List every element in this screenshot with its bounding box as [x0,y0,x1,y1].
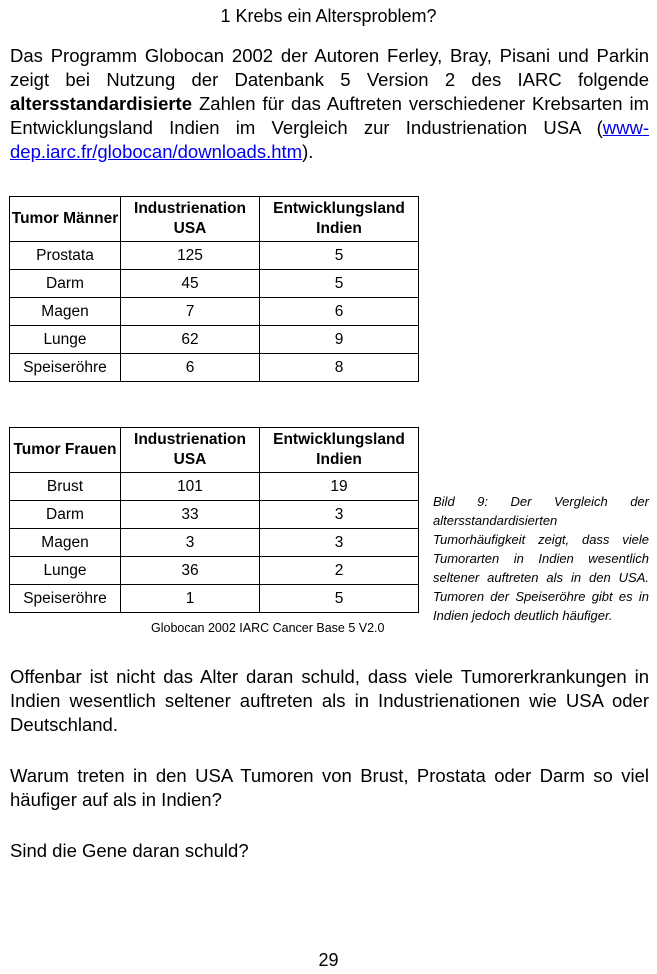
cell-india: 5 [260,270,419,298]
table-source-note: Globocan 2002 IARC Cancer Base 5 V2.0 [151,621,385,635]
table-row [10,557,419,585]
intro-text-2: Zahlen für das Auftreten verschiedener Krebsarten im Entwicklungsland Indien im Vergleich zur Industrienation USA ( [10,93,649,138]
cell-tumor: Magen [10,529,121,557]
cell-usa: 45 [121,270,260,298]
header-usa: Industrienation USA [121,428,260,473]
cell-tumor: Darm [10,501,121,529]
intro-paragraph [10,44,649,164]
intro-bold-term: altersstandardisierte [10,93,193,114]
table-row [10,585,419,613]
cell-usa: 1 [121,585,260,613]
body-paragraph: Offenbar ist nicht das Alter daran schuld, dass viele Tumorerkrankungen in Indien wesentlich seltener auftreten als in Industrienationen wie USA oder Deutschland. [10,666,649,735]
table-row [10,326,419,354]
header-tumor: Tumor Frauen [10,428,121,473]
table-row [10,298,419,326]
intro-text: Das Programm Globocan 2002 der Autoren Ferley, Bray, Pisani und Parkin zeigt bei Nutzung der Datenbank 5 Version 2 des IARC folgende [10,45,649,90]
cell-usa: 7 [121,298,260,326]
cell-tumor: Prostata [10,242,121,270]
table-header-row [10,197,419,242]
cell-india: 19 [260,473,419,501]
table-row [10,529,419,557]
intro-end: ). [302,141,314,162]
cell-india: 8 [260,354,419,382]
body-paragraph: Warum treten in den USA Tumoren von Brust, Prostata oder Darm so viel häufiger auf als in Indien? [10,765,649,810]
figure-caption: Bild 9: Der Vergleich der altersstandardisierten Tumorhäufigkeit zeigt, dass viele Tumorarten in Indien wesentlich seltener auftreten als in den USA. Tumoren der Speiseröhre gibt es in Indien jedoch deutlich häufiger. [433,494,649,623]
cell-india: 6 [260,298,419,326]
globocan-link[interactable]: www-dep.iarc.fr/globocan/downloads.htm [10,117,649,162]
cell-tumor: Lunge [10,326,121,354]
cell-tumor: Darm [10,270,121,298]
cell-tumor: Speiseröhre [10,354,121,382]
body-paragraph: Sind die Gene daran schuld? [10,840,249,861]
cell-india: 5 [260,242,419,270]
cell-usa: 33 [121,501,260,529]
running-header: 1 Krebs ein Altersproblem? [220,6,437,26]
header-india: Entwicklungsland Indien [260,428,419,473]
cell-usa: 36 [121,557,260,585]
table-row [10,354,419,382]
table-row [10,501,419,529]
cell-india: 2 [260,557,419,585]
table-row [10,270,419,298]
table-women [9,427,419,613]
cell-india: 3 [260,501,419,529]
page-number: 29 [318,950,339,970]
cell-tumor: Magen [10,298,121,326]
cell-tumor: Brust [10,473,121,501]
table-row [10,473,419,501]
header-tumor: Tumor Männer [10,197,121,242]
cell-usa: 62 [121,326,260,354]
cell-india: 5 [260,585,419,613]
cell-india: 9 [260,326,419,354]
cell-usa: 6 [121,354,260,382]
table-row [10,242,419,270]
cell-tumor: Speiseröhre [10,585,121,613]
cell-usa: 101 [121,473,260,501]
cell-india: 3 [260,529,419,557]
cell-tumor: Lunge [10,557,121,585]
header-usa: Industrienation USA [121,197,260,242]
header-india: Entwicklungsland Indien [260,197,419,242]
table-header-row [10,428,419,473]
cell-usa: 125 [121,242,260,270]
table-men [9,196,419,382]
cell-usa: 3 [121,529,260,557]
